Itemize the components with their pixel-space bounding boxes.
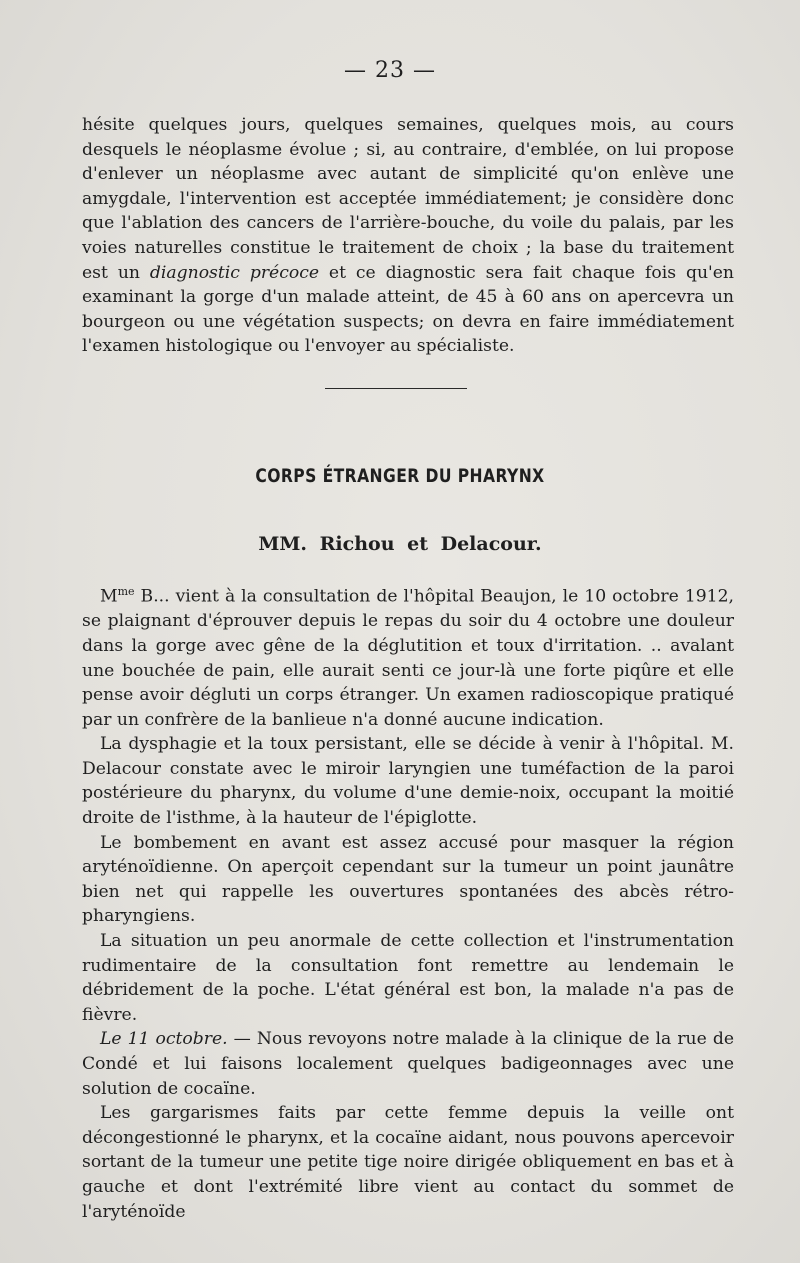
section-separator <box>325 388 467 389</box>
intro-paragraph <box>82 113 734 359</box>
intro-text-end: et ce diagnostic sera fait chaque fois qu'en examinant la gorge d'un malade atteint, de 45 à 60 ans on apercevra un bourgeon ou une végétation suspects; on devra en faire immédiatement l'examen histologique ou l'envoyer au spécialiste. <box>82 262 734 357</box>
case-paragraph-2: La dysphagie et la toux persistant, elle se décide à venir à l'hôpital. M. Delacour constate avec le miroir laryngien une tuméfaction de la paroi postérieure du pharynx, du volume d'une demie-noix, occupant la moitié droite de l'isthme, à la hauteur de l'épiglotte. <box>82 734 734 829</box>
intro-italic-phrase: diagnostic précoce <box>149 262 319 283</box>
case-paragraph-5 <box>82 1027 734 1101</box>
case-paragraph-1 <box>82 580 734 732</box>
case-p5-date: Le 11 octobre. <box>100 1029 228 1050</box>
case-p1-text: B... vient à la consultation de l'hôpital Beaujon, le 10 octobre 1912, se plaignant d'éprouver depuis le repas du soir du 4 octobre une douleur dans la gorge avec gêne de la déglutition et toux d'irritation. .. avalant une bouchée de pain, elle aurait senti ce jour-là une forte piqûre et elle pense avoir dégluti un corps étranger. Un examen radioscopique pratiqué par un confrère de la banlieue n'a donné aucune indication. <box>82 586 734 730</box>
case-paragraph-6: Les gargarismes faits par cette femme depuis la veille ont décongestionné le pharynx, et la cocaïne aidant, nous pouvons apercevoir sortant de la tumeur une petite tige noire dirigée obliquement en bas et à gauche et dont l'extrémité libre vient au contact du sommet de l'aryténoïde <box>82 1103 734 1222</box>
case-p5-text: — Nous revoyons notre malade à la clinique de la rue de Condé et lui faisons localement quelques badigeonnages avec une solution de cocaïne. <box>82 1029 735 1099</box>
page-number: — 23 — <box>344 58 436 83</box>
section-title: CORPS ÉTRANGER DU PHARYNX <box>255 465 545 487</box>
intro-text-start: hésite quelques jours, quelques semaines, quelques mois, au cours desquels le néoplasme évolue ; si, au contraire, d'emblée, on lui propose d'enlever un néoplasme avec autant de simplicité qu'on enlève une amygdale, l'intervention est acceptée immédiatement; je considère donc que l'ablation des cancers de l'arrière-bouche, du voile du palais, par les voies naturelles constitue le traitement de choix ; la base du traitement est un <box>82 115 734 283</box>
case-p1-superscript: me <box>117 585 135 598</box>
case-paragraph-3: Le bombement en avant est assez accusé pour masquer la région aryténoïdienne. On aperçoit cependant sur la tumeur un point jaunâtre bien net qui rappelle les ouvertures spontanées des abcès rétro-pharyngiens. <box>82 832 734 927</box>
intro-text <box>82 113 734 359</box>
case-report <box>82 580 734 1224</box>
case-p1-prefix: M <box>100 586 118 607</box>
section-authors: MM. Richou et Delacour. <box>258 533 542 555</box>
case-paragraph-4: La situation un peu anormale de cette collection et l'instrumentation rudimentaire de la consultation font remettre au lendemain le débridement de la poche. L'état général est bon, la malade n'a pas de fièvre. <box>82 931 734 1025</box>
